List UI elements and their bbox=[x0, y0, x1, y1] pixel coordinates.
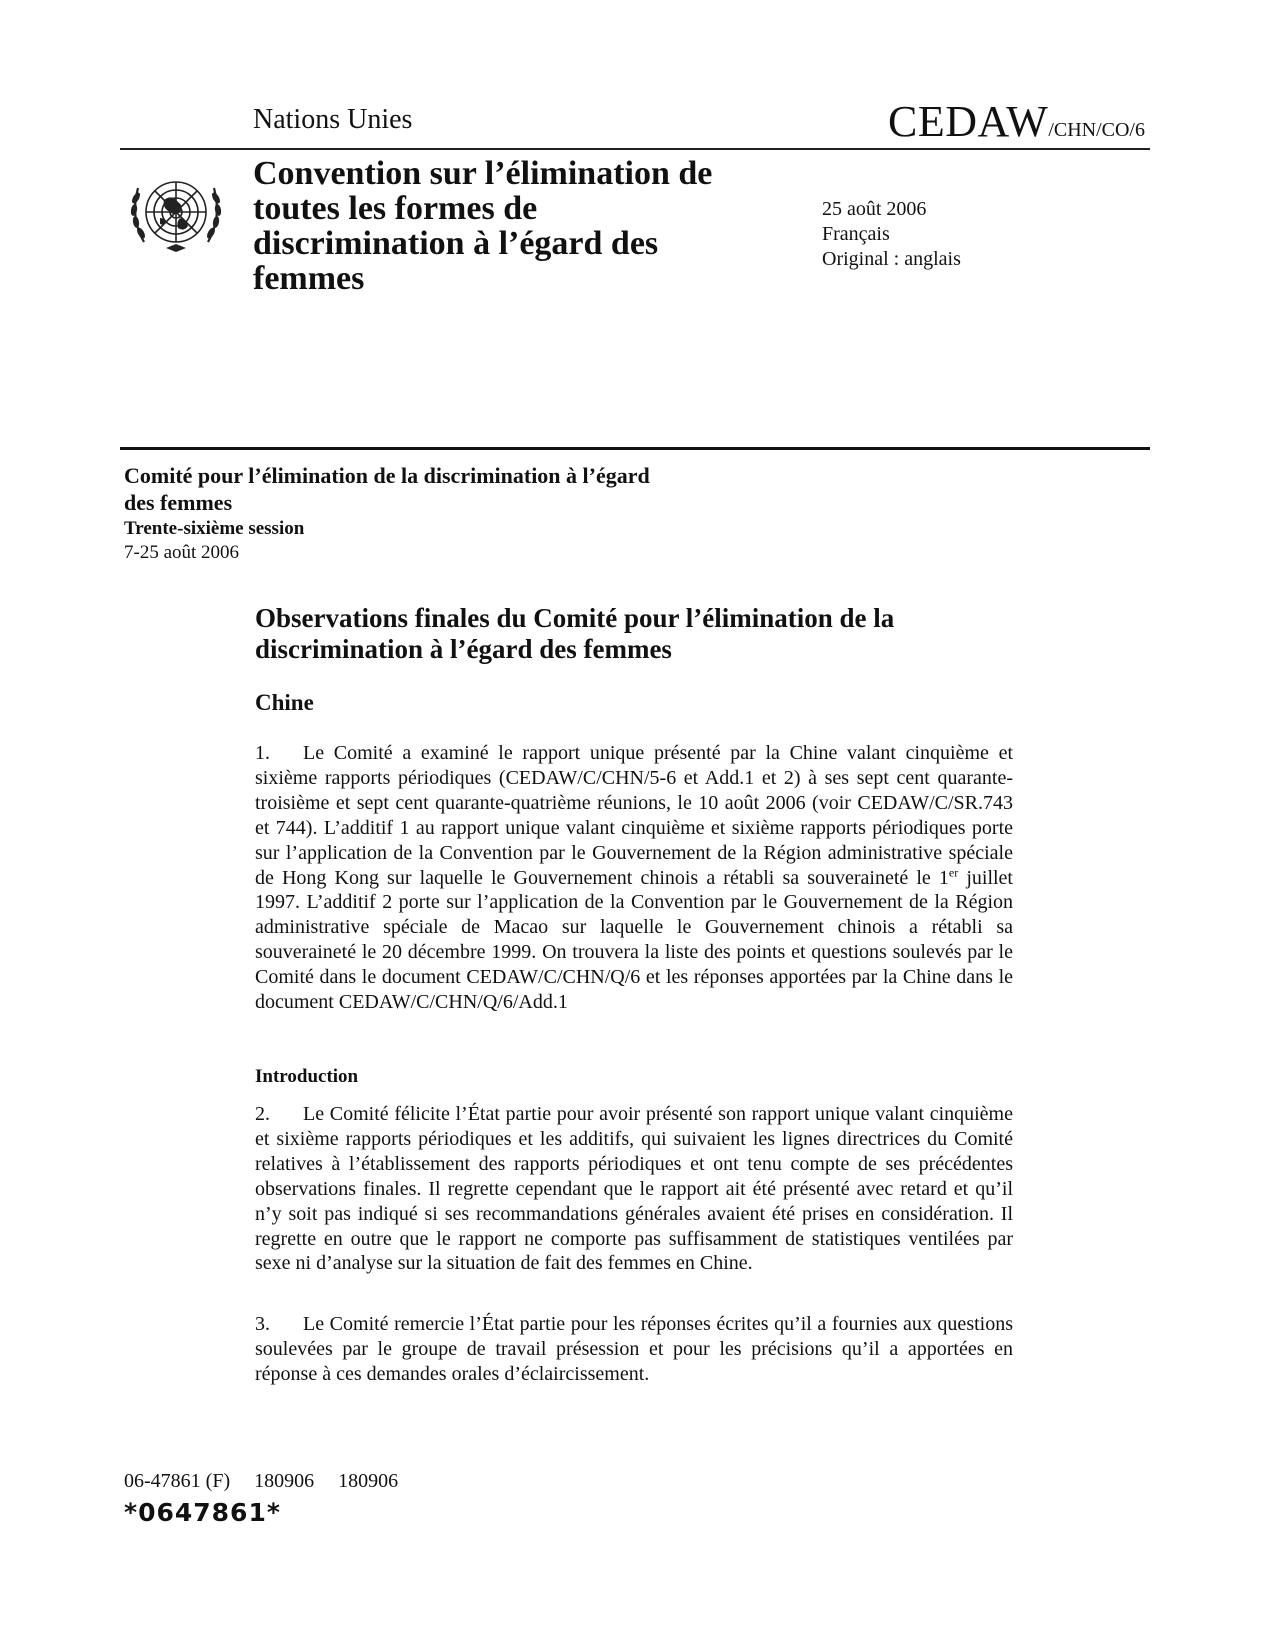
organization-name: Nations Unies bbox=[253, 104, 413, 135]
paragraph-number: 1. bbox=[255, 742, 270, 764]
barcode-text: *0647861* bbox=[124, 1498, 281, 1527]
session-dates: 7-25 août 2006 bbox=[124, 542, 240, 563]
symbol-main: CEDAW bbox=[888, 97, 1049, 146]
paragraph-1 bbox=[255, 741, 1013, 1015]
paragraph-text: Le Comité félicite l’État partie pour avoir présenté son rapport unique valant cinquième et sixième rapports périodiques et les additifs, qui suivaient les lignes directrices du Comité relatives à l’établissement des rapports périodiques et ont tenu compte de ses précédentes observations finales. Il regrette cependant que le rapport ait été présenté avec retard et qu’il n’y soit pas indiqué si ses recommandations générales avaient été prises en considération. Il regrette en outre que le rapport ne comporte pas suffisamment de statistiques ventilées par sexe ni d’analyse sur la situation de fait des femmes en Chine. bbox=[255, 1103, 1013, 1275]
paragraph-text: juillet 1997. L’additif 2 porte sur l’application de la Convention par le Gouvernement de la Région administrative spéciale de Macao sur laquelle le Gouvernement chinois a rétabli sa souveraineté le 20 décembre 1999. On trouvera la liste des points et questions soulevés par le Comité dans le document CEDAW/C/CHN/Q/6 et les réponses apportées par la Chine dans le document CEDAW/C/CHN/Q/6/Add.1 bbox=[255, 866, 1013, 1014]
document-title: Observations finales du Comité pour l’élimination de la discrimination à l’égard des femmes bbox=[255, 603, 895, 664]
original-language: Original : anglais bbox=[822, 248, 961, 270]
country-heading: Chine bbox=[255, 690, 314, 715]
paragraph-text: Le Comité remercie l’État partie pour les réponses écrites qu’il a fournies aux questions soulevées par le groupe de travail présession et pour les précisions qu’il a apportées en réponse à ces demandes orales d’éclaircissement. bbox=[255, 1313, 1013, 1385]
session-name: Trente-sixième session bbox=[124, 518, 305, 539]
paragraph-2 bbox=[255, 1102, 1013, 1276]
paragraph-number: 2. bbox=[255, 1103, 270, 1125]
header-rule bbox=[120, 148, 1150, 150]
document-date: 25 août 2006 bbox=[822, 198, 927, 220]
footer-date-2: 180906 bbox=[338, 1470, 399, 1492]
footer-date-1: 180906 bbox=[254, 1470, 315, 1492]
document-meta bbox=[822, 197, 961, 272]
committee-name: Comité pour l’élimination de la discrimination à l’égard des femmes bbox=[124, 463, 650, 515]
superscript: er bbox=[948, 864, 959, 879]
section-rule bbox=[120, 447, 1150, 450]
footer-doc-id bbox=[124, 1470, 422, 1493]
un-emblem-icon bbox=[124, 162, 228, 266]
doc-number: 06-47861 (F) bbox=[124, 1470, 231, 1492]
symbol-suffix: /CHN/CO/6 bbox=[1048, 119, 1145, 141]
paragraph-text: Le Comité a examiné le rapport unique présenté par la Chine valant cinquième et sixième rapports périodiques (CEDAW/C/CHN/5-6 et Add.1 et 2) à ses sept cent quarante-troisième et sept cent quarante-quatrième réunions, le 10 août 2006 (voir CEDAW/C/SR.743 et 744). L’additif 1 au rapport unique valant cinquième et sixième rapports périodiques porte sur l’application de la Convention par le Gouvernement de la Région administrative spéciale de Hong Kong sur laquelle le Gouvernement chinois a rétabli sa souveraineté le 1 bbox=[255, 742, 1013, 889]
convention-title: Convention sur l’élimination de toutes les formes de discrimination à l’égard des femmes bbox=[253, 155, 713, 297]
document-symbol bbox=[888, 96, 1145, 147]
introduction-heading: Introduction bbox=[255, 1066, 359, 1087]
paragraph-3 bbox=[255, 1312, 1013, 1387]
paragraph-number: 3. bbox=[255, 1313, 270, 1335]
document-language: Français bbox=[822, 223, 890, 245]
